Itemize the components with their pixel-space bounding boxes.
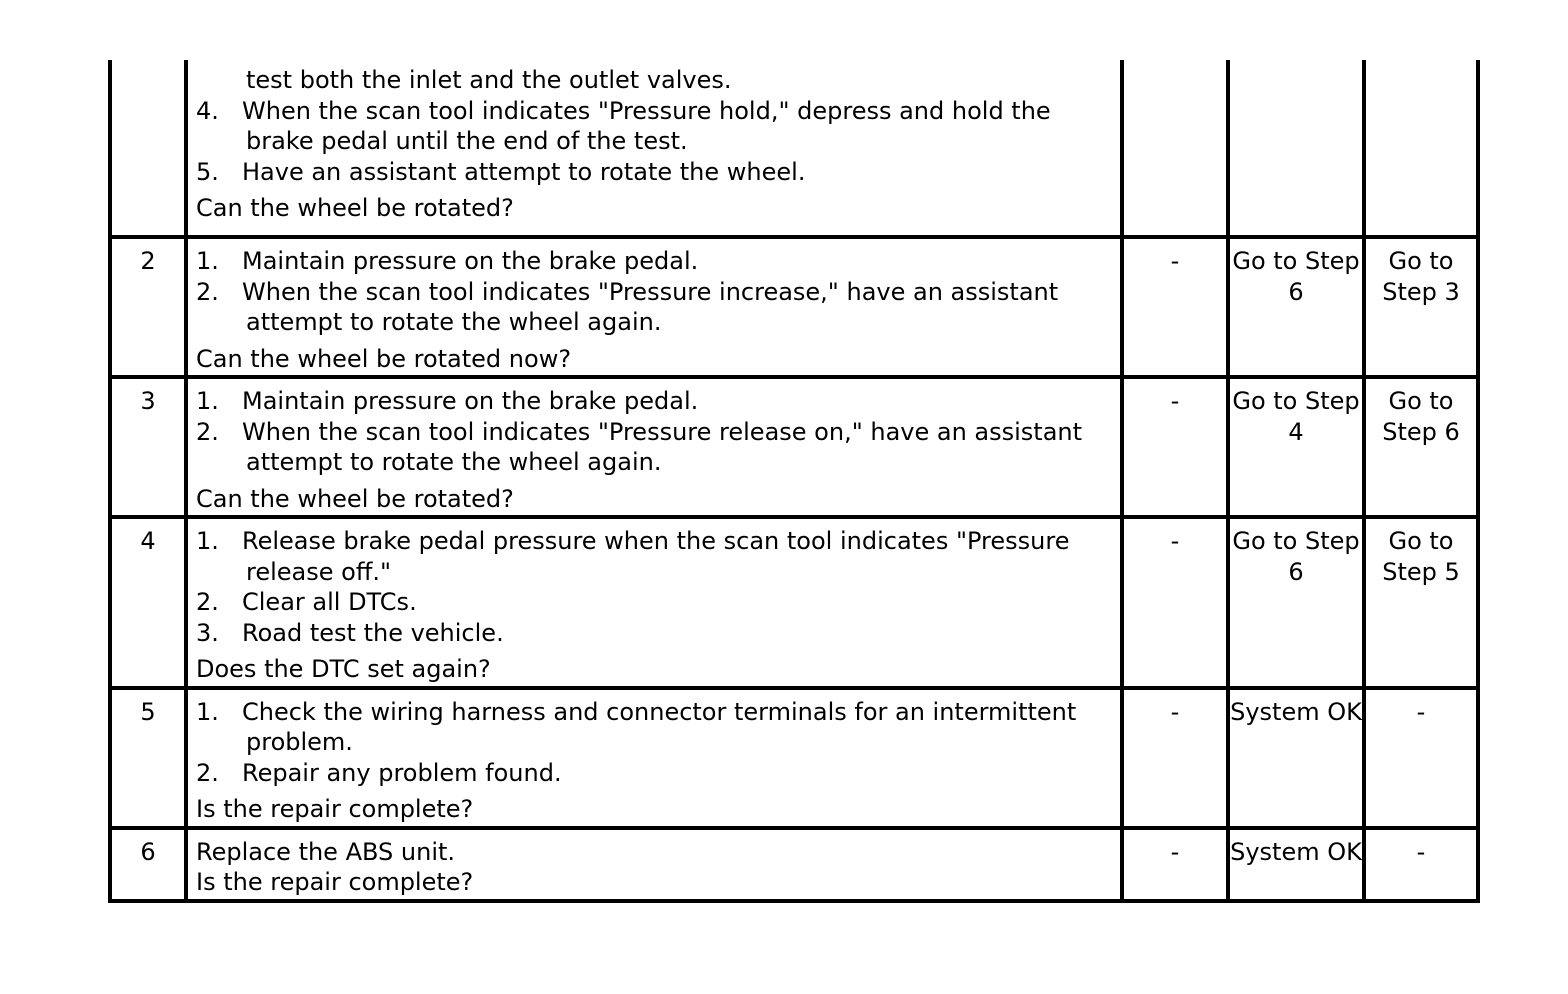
list-item xyxy=(196,157,1114,188)
diagnostic-table xyxy=(108,60,1480,903)
no-cell: Go to Step 6 xyxy=(1364,377,1478,517)
list-item xyxy=(196,697,1114,758)
list-item-number: 4. xyxy=(196,96,219,125)
list-item-text: When the scan tool indicates "Pressure release on," have an assistant attempt to rotate the wheel again. xyxy=(242,417,1083,476)
no-cell: Go to Step 5 xyxy=(1364,517,1478,688)
list-item-text: Check the wiring harness and connector terminals for an intermittent problem. xyxy=(242,697,1077,756)
yes-cell: System OK xyxy=(1228,828,1364,901)
question-text: Does the DTC set again? xyxy=(196,655,491,683)
no-cell: - xyxy=(1364,828,1478,901)
question-text: Can the wheel be rotated? xyxy=(196,484,514,513)
list-item xyxy=(196,65,1114,96)
value-cell: - xyxy=(1122,377,1228,517)
yes-cell: Go to Step 4 xyxy=(1228,377,1364,517)
action-cell xyxy=(186,60,1122,237)
list-item-number: 1. xyxy=(196,527,219,555)
list-item-number: 2. xyxy=(196,277,219,306)
step-cell xyxy=(110,60,186,237)
question-text: Is the repair complete? xyxy=(196,795,474,823)
yes-cell xyxy=(1228,60,1364,237)
table-row xyxy=(110,517,1478,688)
action-line: Replace the ABS unit. xyxy=(196,837,456,866)
table-row xyxy=(110,688,1478,828)
list-item xyxy=(196,96,1114,157)
step-cell: 3 xyxy=(110,377,186,517)
step-cell: 5 xyxy=(110,688,186,828)
yes-cell: System OK xyxy=(1228,688,1364,828)
table-row xyxy=(110,60,1478,237)
table-row xyxy=(110,377,1478,517)
list-item-text: Road test the vehicle. xyxy=(242,618,504,647)
list-item xyxy=(196,587,1114,618)
list-item-number: 2. xyxy=(196,758,219,787)
list-item-number: 2. xyxy=(196,417,219,446)
table-row xyxy=(110,237,1478,377)
question-text: Can the wheel be rotated now? xyxy=(196,344,572,373)
action-cell xyxy=(186,517,1122,688)
list-item xyxy=(196,758,1114,789)
question-text: Is the repair complete? xyxy=(196,868,474,896)
value-cell: - xyxy=(1122,237,1228,377)
question-text: Can the wheel be rotated? xyxy=(196,194,514,222)
list-item xyxy=(196,246,1114,277)
list-item-text: test both the inlet and the outlet valves. xyxy=(246,66,732,94)
step-cell: 2 xyxy=(110,237,186,377)
value-cell: - xyxy=(1122,828,1228,901)
list-item-text: When the scan tool indicates "Pressure hold," depress and hold the brake pedal until the end of the test. xyxy=(242,96,1051,155)
list-item-text: Release brake pedal pressure when the scan tool indicates "Pressure release off." xyxy=(242,527,1070,586)
action-cell xyxy=(186,237,1122,377)
list-item xyxy=(196,618,1114,649)
value-cell: - xyxy=(1122,688,1228,828)
list-item-text: Maintain pressure on the brake pedal. xyxy=(242,247,699,275)
list-item-number: 3. xyxy=(196,618,219,647)
list-item-number: 1. xyxy=(196,387,219,415)
step-cell: 4 xyxy=(110,517,186,688)
list-item-number: 2. xyxy=(196,588,219,616)
yes-cell: Go to Step 6 xyxy=(1228,237,1364,377)
list-item xyxy=(196,277,1114,338)
list-item-text: When the scan tool indicates "Pressure increase," have an assistant attempt to rotate the wheel again. xyxy=(242,277,1059,336)
no-cell: Go to Step 3 xyxy=(1364,237,1478,377)
list-item-text: Maintain pressure on the brake pedal. xyxy=(242,387,699,415)
value-cell xyxy=(1122,60,1228,237)
list-item-number: 1. xyxy=(196,697,219,726)
no-cell xyxy=(1364,60,1478,237)
list-item xyxy=(196,417,1114,478)
list-item-number: 1. xyxy=(196,247,219,275)
table-row xyxy=(110,828,1478,901)
step-cell: 6 xyxy=(110,828,186,901)
value-cell: - xyxy=(1122,517,1228,688)
list-item-text: Clear all DTCs. xyxy=(242,588,417,616)
no-cell: - xyxy=(1364,688,1478,828)
yes-cell: Go to Step 6 xyxy=(1228,517,1364,688)
list-item-text: Have an assistant attempt to rotate the wheel. xyxy=(242,157,806,186)
list-item-number: 5. xyxy=(196,157,219,186)
list-item-text: Repair any problem found. xyxy=(242,758,562,787)
list-item xyxy=(196,526,1114,587)
action-cell xyxy=(186,828,1122,901)
list-item xyxy=(196,386,1114,417)
action-cell xyxy=(186,688,1122,828)
action-cell xyxy=(186,377,1122,517)
